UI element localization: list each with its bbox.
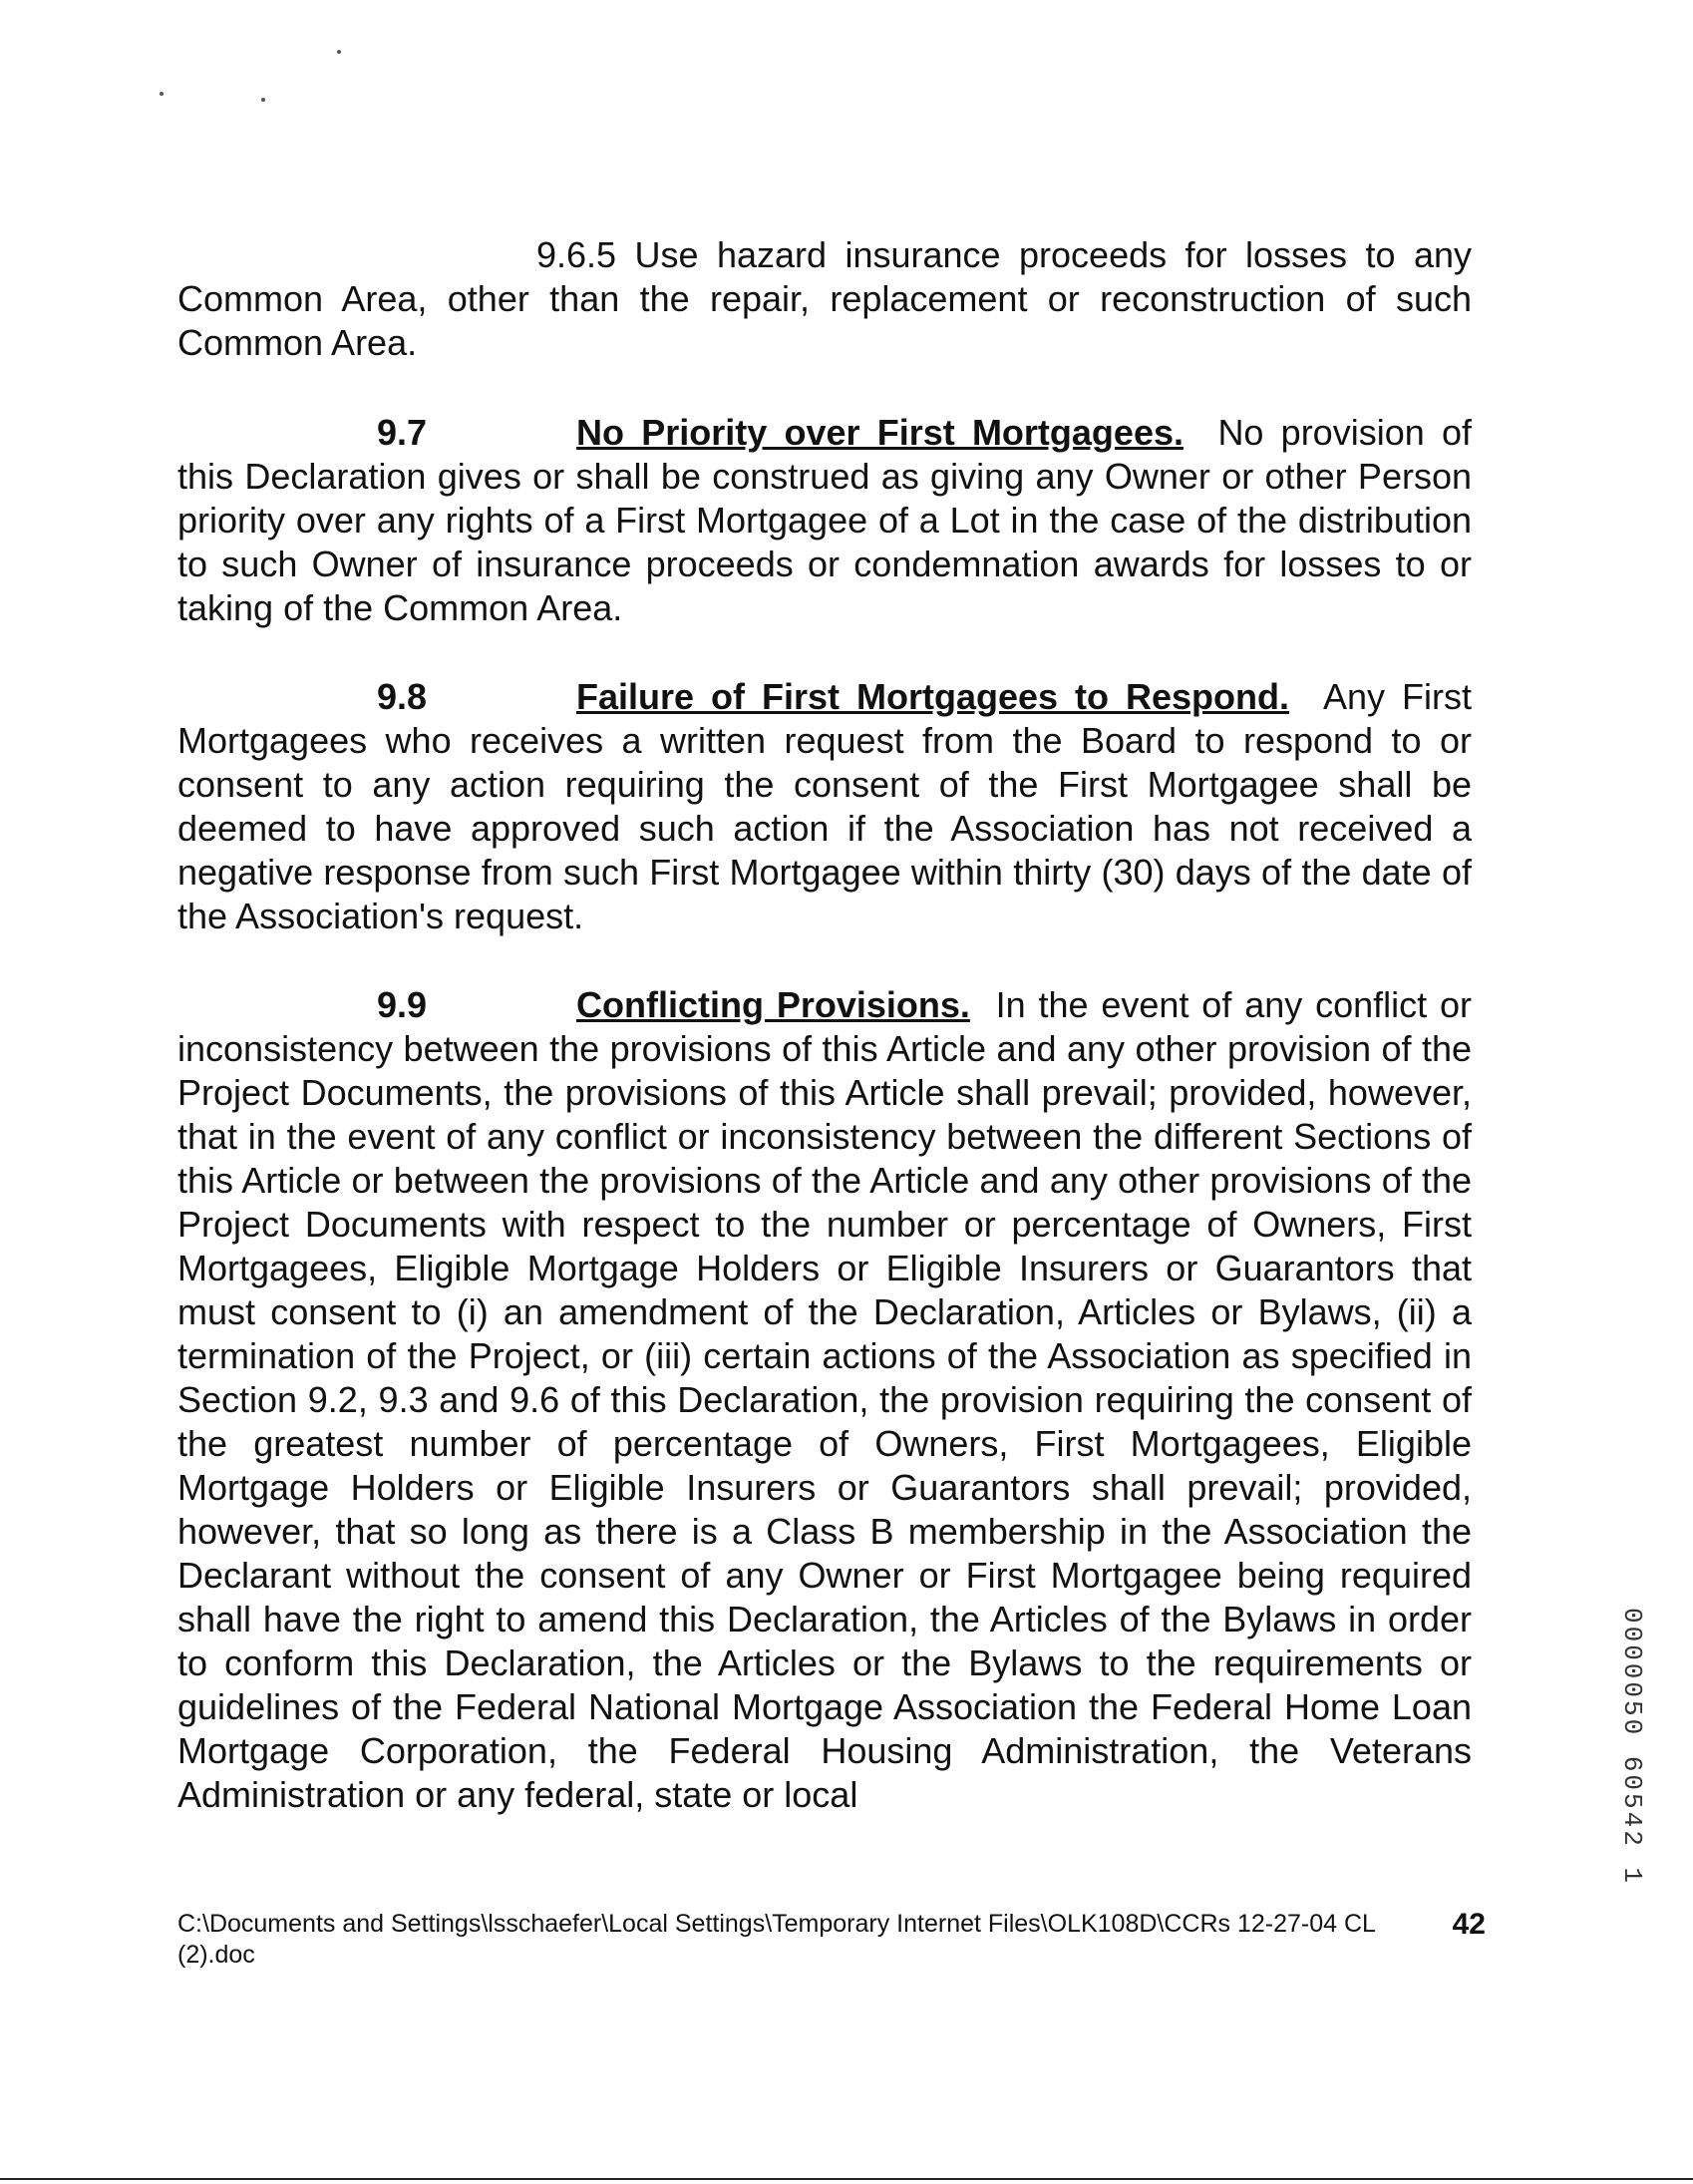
scan-speck [160, 92, 164, 96]
page-number: 42 [1452, 1908, 1486, 1941]
paragraph-9-6-5-text: 9.6.5 Use hazard insurance proceeds for losses to any Common Area, other than the repair, replacement or reconstruction of such Common Area. [177, 234, 1472, 363]
section-text: In the event of any conflict or inconsistency between the provisions of this Article and any other provision of the Project Documents, the provisions of this Article shall prevail; provided, however, that in the event of any conflict or inconsistency between the different Sections of this Article or between the provisions of the Article and any other provisions of the Project Documents with respect to the number or percentage of Owners, First Mortgagees, Eligible Mortgage Holders or Eligible Insurers or Guarantors that must consent to (i) an amendment of the Declaration, Articles or Bylaws, (ii) a termination of the Project, or (iii) certain actions of the Association as specified in Section 9.2, 9.3 and 9.6 of this Declaration, the provision requiring the consent of the greatest number of percentage of Owners, First Mortgagees, Eligible Mortgage Holders or Eligible Insurers or Guarantors shall prevail; provided, however, that so long as there is a Class B membership in the Association the Declarant without the consent of any Owner or First Mortgagee being required shall have the right to amend this Declaration, the Articles of the Bylaws in order to conform this Declaration, the Articles or the Bylaws to the requirements or guidelines of the Federal National Mortgage Association the Federal Home Loan Mortgage Corporation, the Federal Housing Administration, the Veterans Administration or any federal, state or local [177, 984, 1473, 1815]
scan-speck [261, 98, 265, 102]
section-text: Any First Mortgagees who receives a written request from the Board to respond to or consent to any action requiring the consent of the First Mortgagee shall be deemed to have approved such action if the Association has not received a negative response from such First Mortgagee within thirty (30) days of the date of the Association's request. [177, 676, 1473, 936]
section-number: 9.9 [377, 984, 428, 1025]
section-9-9 [177, 983, 1472, 1817]
section-number: 9.7 [377, 412, 428, 453]
side-stamp: 0000050 60542 1 [1617, 1608, 1647, 1887]
footer-file-path: C:\Documents and Settings\lsschaefer\Local Settings\Temporary Internet Files\OLK108D\CCRs 12-27-04 CL (2).doc [177, 1910, 1376, 1969]
scan-edge-line [0, 2178, 1693, 2180]
section-9-7 [177, 411, 1472, 630]
section-9-8 [177, 675, 1472, 938]
paragraph-9-6-5 [177, 233, 1472, 365]
section-heading: No Priority over First Mortgagees. [576, 412, 1184, 453]
section-number: 9.8 [377, 676, 428, 717]
scan-speck [337, 50, 341, 54]
section-heading: Failure of First Mortgagees to Respond. [576, 676, 1290, 717]
section-heading: Conflicting Provisions. [576, 984, 970, 1025]
section-text: No provision of this Declaration gives or shall be construed as giving any Owner or other Person priority over any rights of a First Mortgagee of a Lot in the case of the distribution to such Owner of insurance proceeds or condemnation awards for losses to or taking of the Common Area. [177, 412, 1472, 628]
